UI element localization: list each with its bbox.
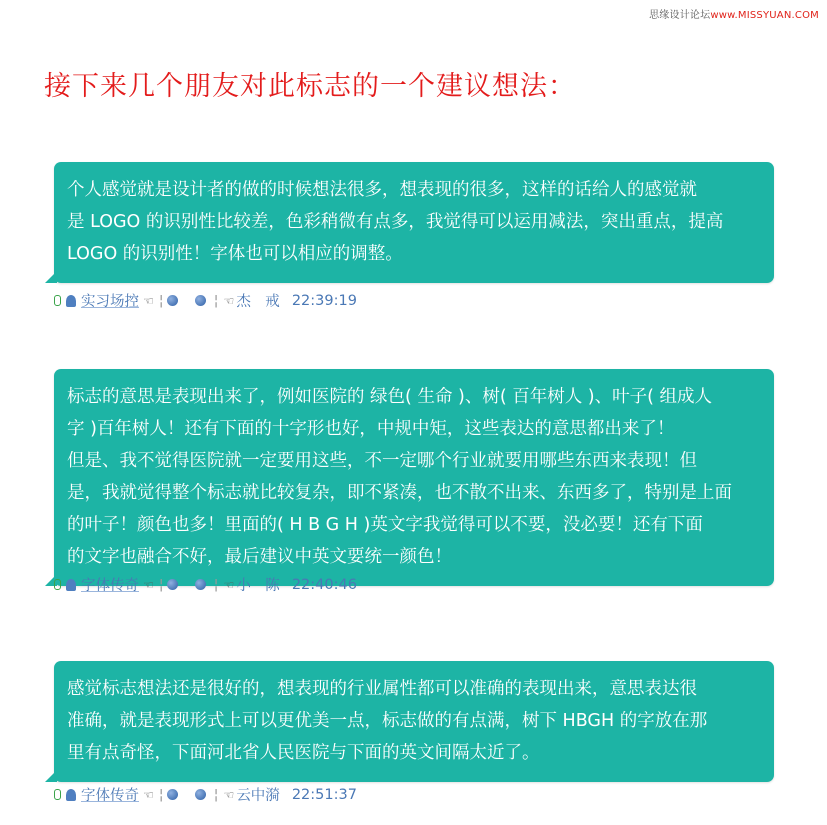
chat-message: [54, 369, 774, 594]
message-line: 的叶子！颜色也多！里面的( H B G H )英文字我觉得可以不要，没必要！还有下面: [67, 515, 703, 535]
group-name[interactable]: 字体传奇: [81, 788, 139, 804]
message-line: 是 LOGO 的识别性比较差，色彩稍微有点多，我觉得可以运用减法，突出重点，提高: [67, 212, 724, 232]
globe-icon[interactable]: [167, 789, 178, 800]
person-icon[interactable]: [66, 295, 76, 307]
message-meta: [54, 784, 357, 805]
globe-icon[interactable]: [195, 579, 206, 590]
watermark: [649, 6, 819, 21]
message-bubble: [54, 162, 774, 283]
message-line: 准确，就是表现形式上可以更优美一点，标志做的有点满，树下 HBGH 的字放在那: [67, 711, 708, 731]
watermark-site: www.MISSYUAN.COM: [710, 10, 819, 21]
message-bubble: [54, 661, 774, 782]
user-name[interactable]: 小 陈: [236, 578, 280, 594]
group-name[interactable]: 字体传奇: [81, 578, 139, 594]
message-time: 22:40:46: [291, 576, 357, 593]
message-line: 里有点奇怪，下面河北省人民医院与下面的英文间隔太近了。: [67, 743, 540, 763]
message-line: LOGO 的识别性！字体也可以相应的调整。: [67, 244, 403, 264]
message-line: 是，我就觉得整个标志就比较复杂，即不紧凑，也不散不出来、东西多了，特别是上面: [67, 483, 732, 503]
separator: ¦: [158, 786, 164, 803]
message-time: 22:51:37: [291, 786, 357, 803]
message-line: 标志的意思是表现出来了，例如医院的 绿色( 生命 )、树( 百年树人 )、叶子( 组成人: [67, 387, 713, 407]
hand-icon: ☜: [223, 293, 235, 308]
group-name[interactable]: 实习场控: [81, 294, 139, 310]
hand-icon: ☜: [223, 577, 235, 592]
user-name[interactable]: 云中漪: [236, 788, 280, 804]
message-line: 字 )百年树人！还有下面的十字形也好，中规中矩，这些表达的意思都出来了！: [67, 419, 675, 439]
hand-icon: ☜: [143, 577, 154, 592]
message-line: 感觉标志想法还是很好的，想表现的行业属性都可以准确的表现出来，意思表达很: [67, 679, 697, 699]
page-heading: 接下来几个朋友对此标志的一个建议想法：: [44, 71, 576, 102]
person-icon[interactable]: [66, 579, 76, 591]
separator: ¦: [213, 292, 219, 309]
message-line: 但是、我不觉得医院就一定要用这些，不一定哪个行业就要用哪些东西来表现！但: [67, 451, 697, 471]
message-line: 个人感觉就是设计者的做的时候想法很多，想表现的很多，这样的话给人的感觉就: [67, 180, 697, 200]
separator: ¦: [213, 786, 219, 803]
hand-icon: ☜: [143, 787, 154, 802]
user-name[interactable]: 杰 戒: [236, 294, 280, 310]
message-time: 22:39:19: [291, 292, 357, 309]
globe-icon[interactable]: [195, 789, 206, 800]
globe-icon[interactable]: [167, 579, 178, 590]
message-line: 的文字也融合不好，最后建议中英文要统一颜色！: [67, 547, 452, 567]
mic-icon[interactable]: [54, 295, 61, 306]
mic-icon[interactable]: [54, 579, 61, 590]
message-bubble: [54, 369, 774, 586]
watermark-text: 思缘设计论坛: [649, 10, 711, 21]
message-meta: [54, 574, 357, 595]
globe-icon[interactable]: [195, 295, 206, 306]
mic-icon[interactable]: [54, 789, 61, 800]
separator: ¦: [158, 576, 164, 593]
globe-icon[interactable]: [167, 295, 178, 306]
hand-icon: ☜: [223, 787, 235, 802]
message-meta: [54, 290, 357, 311]
separator: ¦: [158, 292, 164, 309]
chat-message: [54, 162, 774, 310]
separator: ¦: [213, 576, 219, 593]
chat-message: [54, 661, 774, 804]
hand-icon: ☜: [143, 293, 154, 308]
person-icon[interactable]: [66, 789, 76, 801]
